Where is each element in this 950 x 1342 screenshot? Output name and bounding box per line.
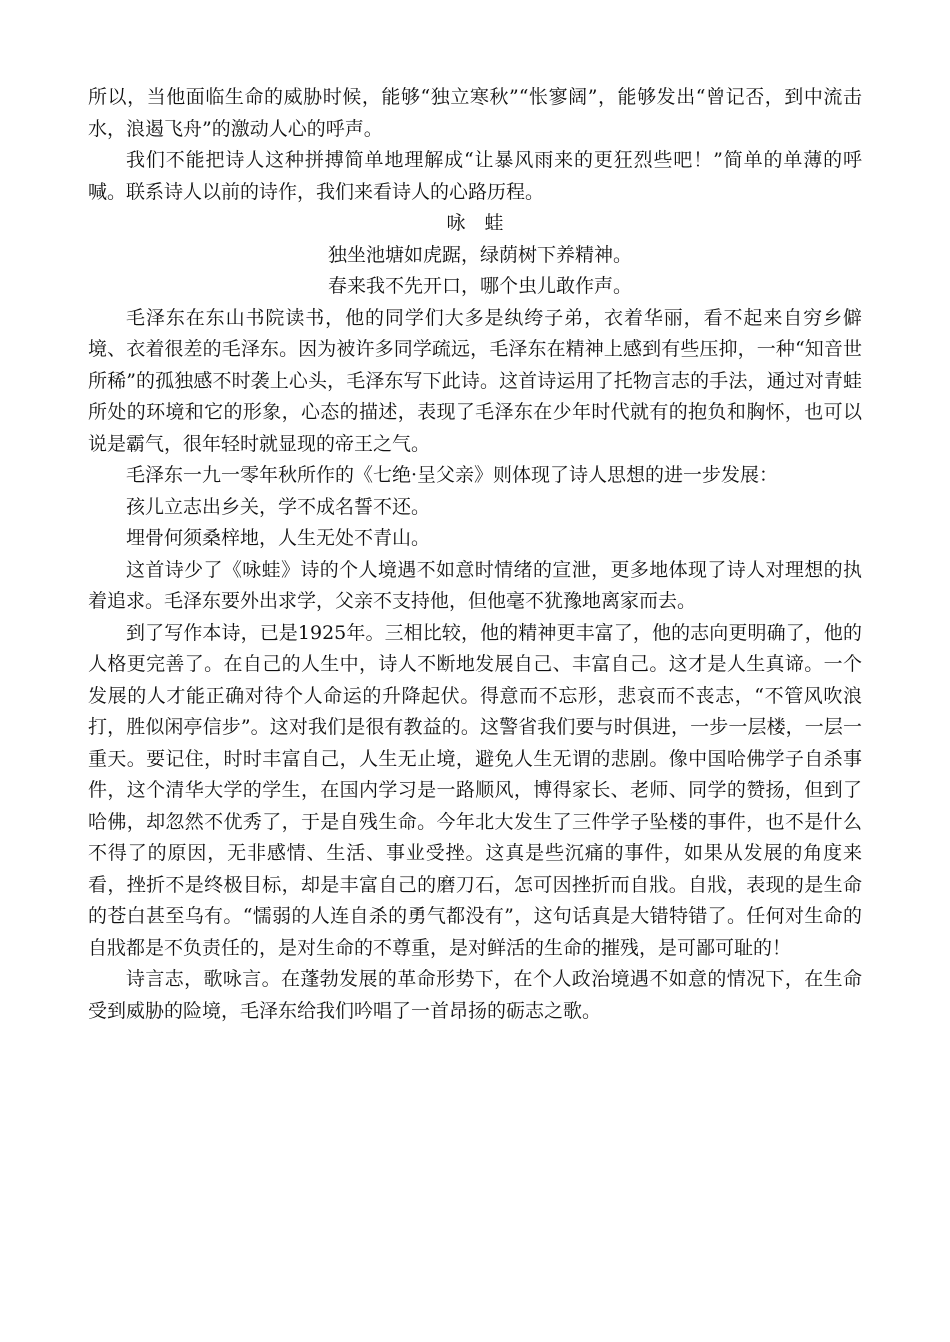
verse-line-1: 孩儿立志出乡关，学不成名誓不还。 [126, 495, 431, 518]
poem-title-part1: 咏 [446, 212, 466, 234]
paragraph-conclusion: 诗言志，歌咏言。在蓬勃发展的革命形势下，在个人政治境遇不如意的情况下，在生命受到威胁的险境，毛泽东给我们吟唱了一首昂扬的砺志之歌。 [88, 968, 862, 1022]
poem-title-part2: 蛙 [484, 212, 504, 234]
paragraph-intro-continued: 所以，当他面临生命的威胁时候，能够“独立寒秋”“怅寥阔”，能够发出“曾记否，到中流击水，浪遏飞舟”的激动人心的呼声。 [88, 86, 862, 140]
paragraph-1925: 到了写作本诗，已是1925年。三相比较，他的精神更丰富了，他的志向更明确了，他的人格更完善了。在自己的人生中，诗人不断地发展自己、丰富自己。这才是人生真谛。一个发展的人才能正确对待个人命运的升降起伏。得意而不忘形，悲哀而不丧志，“不管风吹浪打，胜似闲亭信步”。这对我们是很有教益的。这警省我们要与时俱进，一步一层楼，一层一重天。要记住，时时丰富自己，人生无止境，避免人生无谓的悲剧。像中国哈佛学子自杀事件，这个清华大学的学生，在国内学习是一路顺风，博得家长、老师、同学的赞扬，但到了哈佛，却忽然不优秀了，于是自残生命。今年北大发生了三件学子坠楼的事件，也不是什么不得了的原因，无非感情、生活、事业受挫。这真是些沉痛的事件，如果从发展的角度来看，挫折不是终极目标，却是丰富自己的磨刀石，怎可因挫折而自戕。自戕，表现的是生命的苍白甚至乌有。“懦弱的人连自杀的勇气都没有”，这句话真是大错特错了。任何对生命的自戕都是不负责任的，是对生命的不尊重，是对鲜活的生命的摧残，是可鄙可耻的！ [88, 621, 862, 959]
poem-line-1: 独坐池塘如虎踞，绿荫树下养精神。 [327, 243, 632, 266]
document-body [88, 82, 862, 1027]
poem-line-2: 春来我不先开口，哪个虫儿敢作声。 [327, 275, 632, 297]
paragraph-comparison: 这首诗少了《咏蛙》诗的个人境遇不如意时情绪的宣泄，更多地体现了诗人对理想的执着追求。毛泽东要外出求学，父亲不支持他，但他毫不犹豫地离家而去。 [88, 558, 862, 612]
paragraph-qijue-intro: 毛泽东一九一零年秋所作的《七绝·呈父亲》则体现了诗人思想的进一步发展： [126, 464, 779, 486]
paragraph-struggle: 我们不能把诗人这种拼搏简单地理解成“让暴风雨来的更狂烈些吧！”简单的单薄的呼喊。联系诗人以前的诗作，我们来看诗人的心路历程。 [88, 149, 862, 203]
poem-title [88, 208, 862, 240]
paragraph-dongshan-academy: 毛泽东在东山书院读书，他的同学们大多是纨绔子弟，衣着华丽，看不起来自穷乡僻境、衣着很差的毛泽东。因为被许多同学疏远，毛泽东在精神上感到有些压抑，一种“知音世所稀”的孤独感不时袭上心头，毛泽东写下此诗。这首诗运用了托物言志的手法，通过对青蛙所处的环境和它的形象，心态的描述，表现了毛泽东在少年时代就有的抱负和胸怀，也可以说是霸气，很年轻时就显现的帝王之气。 [88, 306, 862, 455]
verse-line-2: 埋骨何须桑梓地，人生无处不青山。 [126, 527, 431, 549]
